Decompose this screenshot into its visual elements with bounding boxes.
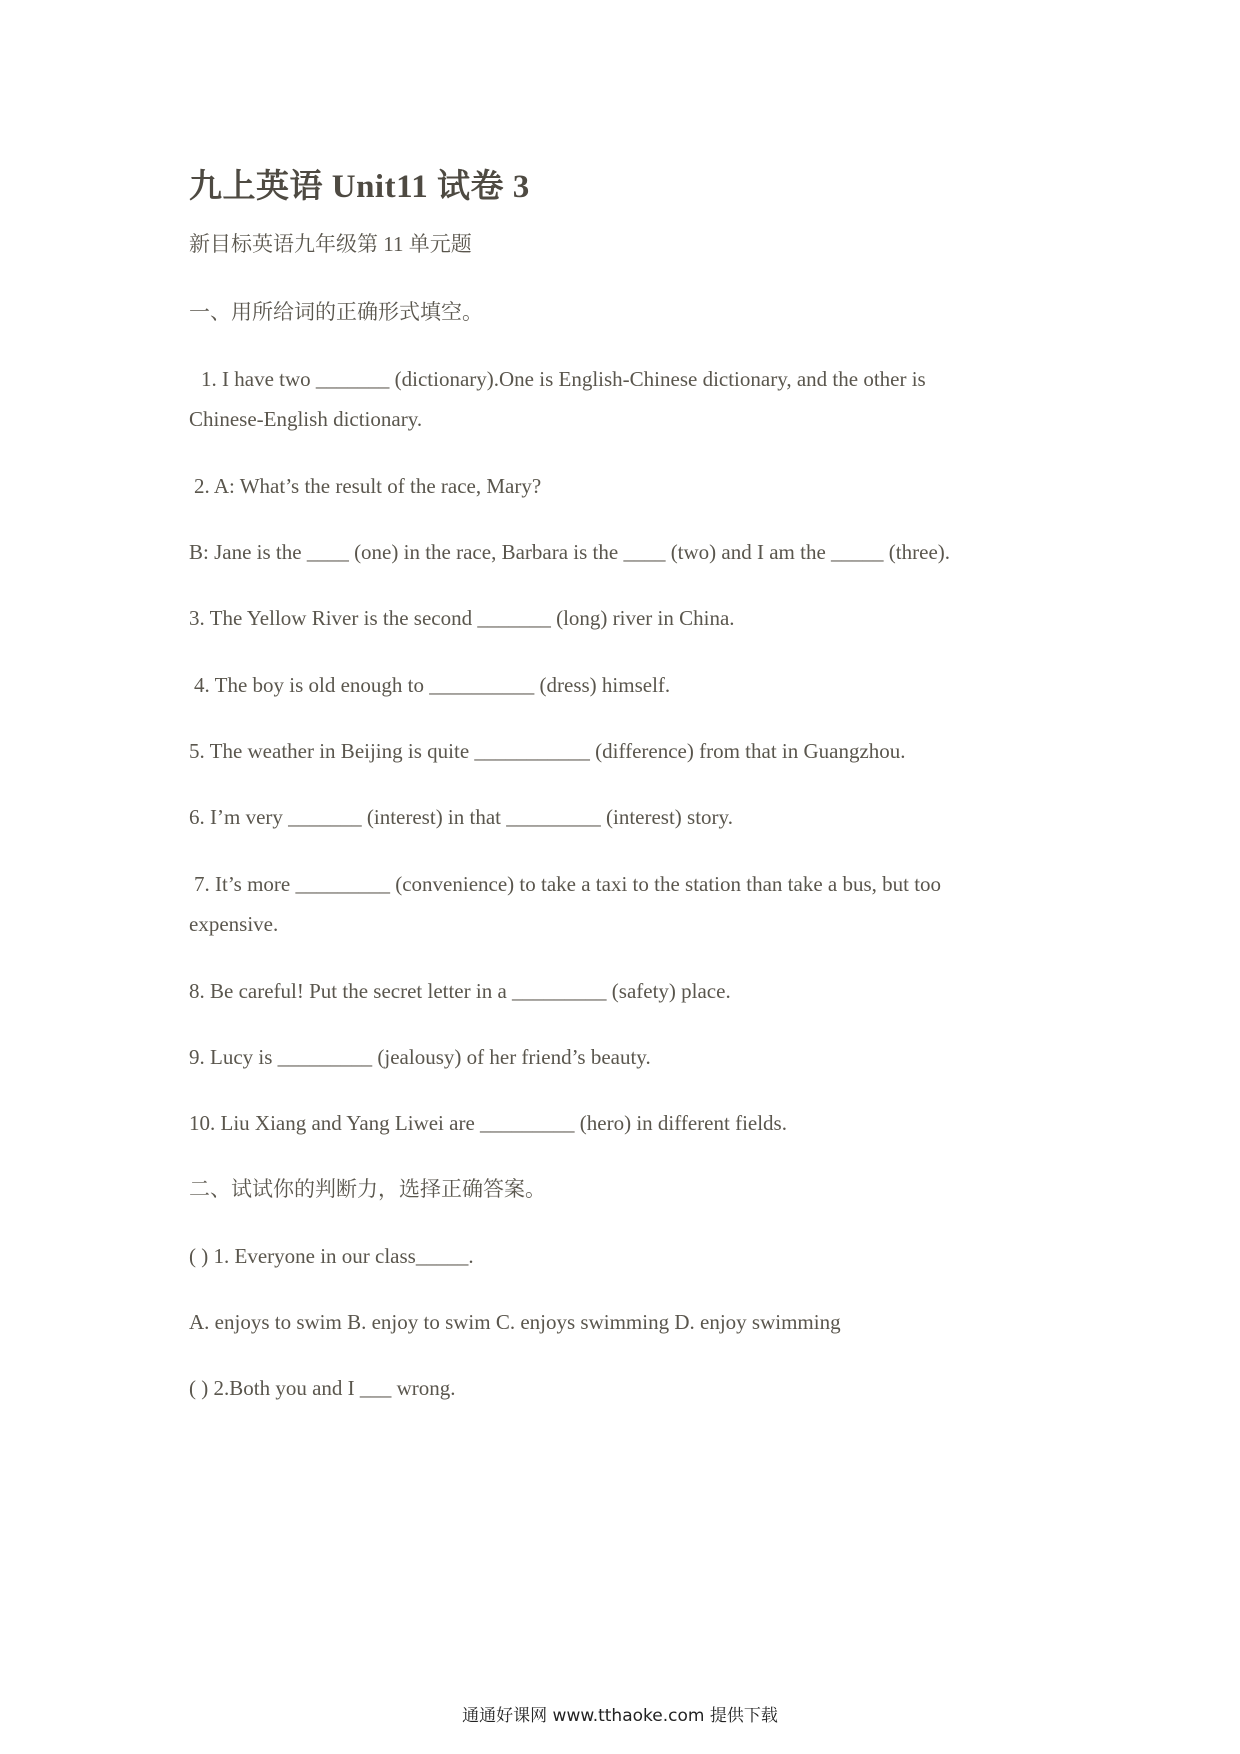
document-title: 九上英语 Unit11 试卷 3 [189, 169, 530, 205]
page-footer: 通通好课网 www.tthaoke.com 提供下载 [462, 1706, 778, 1726]
question-line: 5. The weather in Beijing is quite ___________ (difference) from that in Guangzhou. [189, 739, 906, 763]
question-line: expensive. [189, 912, 279, 936]
question-line: 9. Lucy is _________ (jealousy) of her friend’s beauty. [189, 1045, 651, 1069]
section-2-heading: 二、试试你的判断力，选择正确答案。 [189, 1177, 546, 1201]
question-line: 7. It’s more _________ (convenience) to take a taxi to the station than take a bus, but too [194, 872, 942, 896]
question-line: 10. Liu Xiang and Yang Liwei are _________ (hero) in different fields. [189, 1111, 787, 1135]
question-line: 3. The Yellow River is the second _______ (long) river in China. [189, 606, 735, 630]
question-options: A. enjoys to swim B. enjoy to swim C. enjoys swimming D. enjoy swimming [189, 1310, 841, 1334]
question-line: 2. A: What’s the result of the race, Mary? [194, 474, 542, 498]
question-line: 6. I’m very _______ (interest) in that _________ (interest) story. [189, 805, 733, 829]
question-line: ( ) 2.Both you and I ___ wrong. [189, 1376, 456, 1400]
question-line: Chinese-English dictionary. [189, 407, 423, 431]
question-line: B: Jane is the ____ (one) in the race, Barbara is the ____ (two) and I am the _____ (three). [189, 540, 951, 564]
question-line: 4. The boy is old enough to __________ (dress) himself. [194, 673, 671, 697]
question-line: 8. Be careful! Put the secret letter in a _________ (safety) place. [189, 979, 731, 1003]
question-line: ( ) 1. Everyone in our class_____. [189, 1244, 474, 1268]
question-line: 1. I have two _______ (dictionary).One is English-Chinese dictionary, and the other is [201, 367, 926, 391]
section-1-heading: 一、用所给词的正确形式填空。 [189, 300, 483, 324]
document-subtitle: 新目标英语九年级第 11 单元题 [189, 232, 472, 256]
